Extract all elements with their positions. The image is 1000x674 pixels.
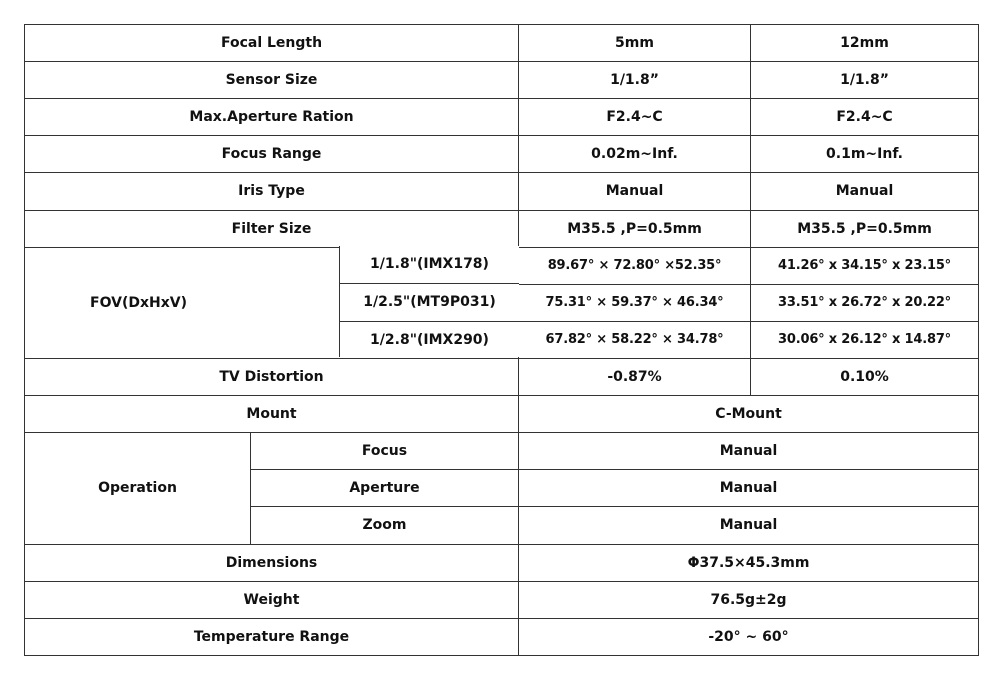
operation-focus-value: Manual [519, 433, 979, 470]
table-row [25, 581, 979, 618]
tv-distortion-label: TV Distortion [25, 358, 519, 395]
filter-size-value-1: M35.5 ,P=0.5mm [519, 210, 751, 247]
filter-size-value-2: M35.5 ,P=0.5mm [751, 210, 979, 247]
fov-value-1-b: 41.26° x 34.15° x 23.15° [751, 247, 979, 284]
iris-type-value-2: Manual [751, 173, 979, 210]
table-row [25, 136, 979, 173]
fov-sensor-3-label: 1/2.8"(IMX290) [370, 332, 489, 348]
focal-length-12mm: 12mm [751, 25, 979, 62]
operation-focus-label: Focus [251, 433, 519, 470]
dimensions-label: Dimensions [25, 544, 519, 581]
focus-range-label: Focus Range [25, 136, 519, 173]
fov-sensor-1-label: 1/1.8"(IMX178) [340, 246, 519, 284]
focal-length-label: Focal Length [25, 25, 519, 62]
table-row [25, 210, 979, 247]
fov-value-2-a: 75.31° × 59.37° × 46.34° [519, 284, 751, 321]
weight-label: Weight [25, 581, 519, 618]
fov-sensor-2-label: 1/2.5"(MT9P031) [340, 284, 519, 322]
table-row [25, 358, 979, 395]
fov-label-text: FOV(DxHxV) [90, 294, 187, 311]
max-aperture-label: Max.Aperture Ration [25, 99, 519, 136]
weight-value: 76.5g±2g [519, 581, 979, 618]
fov-value-1-a: 89.67° × 72.80° ×52.35° [519, 247, 751, 284]
table-row [25, 62, 979, 99]
fov-value-3-a: 67.82° × 58.22° × 34.78° [519, 321, 751, 358]
fov-value-3-b: 30.06° x 26.12° x 14.87° [751, 321, 979, 358]
table-row [25, 544, 979, 581]
operation-label: Operation [25, 433, 251, 544]
max-aperture-value-2: F2.4~C [751, 99, 979, 136]
tv-distortion-value-2: 0.10% [751, 358, 979, 395]
focus-range-value-2: 0.1m~Inf. [751, 136, 979, 173]
sensor-size-value-1: 1/1.8” [519, 62, 751, 99]
sensor-size-value-2: 1/1.8” [751, 62, 979, 99]
iris-type-label: Iris Type [25, 173, 519, 210]
table-row [25, 433, 979, 470]
temperature-range-label: Temperature Range [25, 618, 519, 655]
fov-value-2-b: 33.51° x 26.72° x 20.22° [751, 284, 979, 321]
table-row [25, 396, 979, 433]
tv-distortion-value-1: -0.87% [519, 358, 751, 395]
focus-range-value-1: 0.02m~Inf. [519, 136, 751, 173]
temperature-range-value: -20° ~ 60° [519, 618, 979, 655]
dimensions-value: Φ37.5×45.3mm [519, 544, 979, 581]
table-row [25, 25, 979, 62]
operation-zoom-label: Zoom [251, 507, 519, 544]
operation-aperture-value: Manual [519, 470, 979, 507]
mount-value: C-Mount [519, 396, 979, 433]
table-row [25, 173, 979, 210]
filter-size-label: Filter Size [25, 210, 519, 247]
table-row [25, 99, 979, 136]
operation-aperture-label: Aperture [251, 470, 519, 507]
operation-zoom-value: Manual [519, 507, 979, 544]
mount-label: Mount [25, 396, 519, 433]
max-aperture-value-1: F2.4~C [519, 99, 751, 136]
table-row [25, 618, 979, 655]
focal-length-5mm: 5mm [519, 25, 751, 62]
sensor-size-label: Sensor Size [25, 62, 519, 99]
fov-sensor-column [339, 246, 519, 357]
iris-type-value-1: Manual [519, 173, 751, 210]
